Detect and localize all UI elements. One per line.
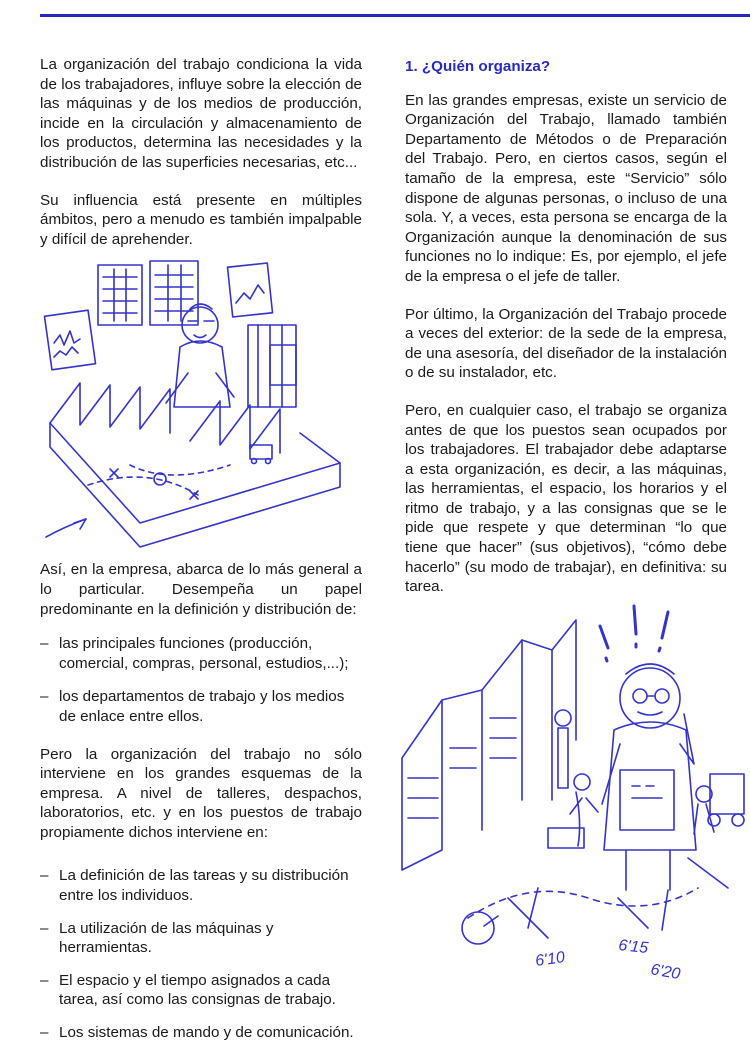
left-column <box>40 55 362 1043</box>
left-paragraph-4: Pero la organización del trabajo no sólo interviene en los grandes esquemas de la empresa. A nivel de talleres, despachos, laboratorios, etc. y en los puestos de trabajo propiamente dichos interviene en: <box>40 745 362 841</box>
functions-list <box>40 634 362 726</box>
top-rule <box>40 14 750 17</box>
section-heading: 1. ¿Quién organiza? <box>405 58 551 75</box>
list-item: – Los sistemas de mando y de comunicación. <box>40 1023 362 1043</box>
list-item: – El espacio y el tiempo asignados a cada tarea, así como las consignas de trabajo. <box>40 971 362 1010</box>
list-item: – los departamentos de trabajo y los medios de enlace entre ellos. <box>40 687 362 726</box>
interventions-list <box>40 866 362 1042</box>
illustration-manager <box>388 598 750 980</box>
right-column <box>405 55 727 597</box>
right-paragraph-1: En las grandes empresas, existe un servicio de Organización del Trabajo, llamado también Departamento de Métodos o de Preparación del Trabajo. Pero, en ciertos casos, según el tamaño de la empresa, este “Servicio” sólo dispone de algunas personas, o incluso de una sola. Y, a veces, esta persona se encarga de la Organización aunque la denominación de sus funciones no lo indique: Es, por ejemplo, el jefe de la empresa o el jefe de taller. <box>405 91 727 285</box>
list-item: – las principales funciones (producción, comercial, compras, personal, estudios,...); <box>40 634 362 673</box>
floor-clock-icon <box>462 858 728 944</box>
clock-label: 6'15 <box>617 937 649 958</box>
alarm-marks-icon <box>600 606 668 661</box>
flow-arrow-icon <box>46 519 86 537</box>
left-paragraph-2: Su influencia está presente en múltiples ámbitos, pero a menudo es también impalpable y difícil de aprehender. <box>40 191 362 248</box>
illustration-planner <box>40 255 362 558</box>
workers-icon <box>548 710 744 848</box>
clock-label: 6'10 <box>534 948 567 970</box>
right-paragraph-2: Por último, la Organización del Trabajo procede a veces del exterior: de la sede de la empresa, de una asesoría, del diseñador de la instalación o de su instalador, etc. <box>405 305 727 382</box>
list-item: – La definición de las tareas y su distribución entre los individuos. <box>40 866 362 905</box>
left-paragraph-3: Así, en la empresa, abarca de lo más general a lo particular. Desempeña un papel predominante en la definición y distribución de: <box>40 561 362 618</box>
binders-icon <box>248 325 296 407</box>
wall-chart-icon <box>44 261 272 370</box>
left-paragraph-1: La organización del trabajo condiciona la vida de los trabajadores, influye sobre la elección de las máquinas y de los medios de producción, incide en la circulación y almacenamiento de los productos, determina las necesidades y la distribución de las superficies necesarias, etc... <box>40 56 362 171</box>
right-paragraph-3: Pero, en cualquier caso, el trabajo se organiza antes de que los puestos sean ocupados por los trabajadores. El trabajador debe adaptarse a esta organización, es decir, a las máquinas, las herramientas, el espacio, los horarios y el ritmo de trabajo, y a las consignas que se le pide que respete y que determinan “lo que tiene que hacer” (sus objetivos), “cómo debe hacerlo” (su modo de trabajar), en definitiva: su tarea. <box>405 401 727 596</box>
clock-label: 6'20 <box>649 961 682 980</box>
factory-roof-icon <box>402 620 576 870</box>
manager-person-icon <box>602 664 696 890</box>
planner-person-icon <box>166 304 234 407</box>
list-item: – La utilización de las máquinas y herramientas. <box>40 919 362 958</box>
